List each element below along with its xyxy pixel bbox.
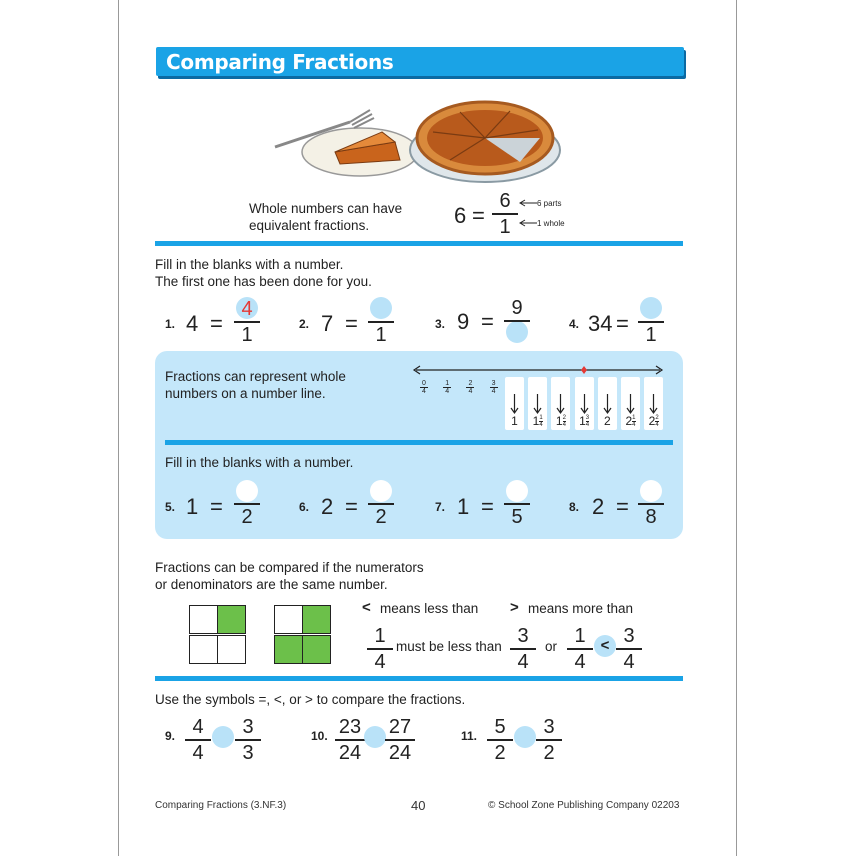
equivalence-box — [644, 377, 663, 430]
tick-denominator: 4 — [468, 388, 473, 395]
greater-than-symbol: > — [510, 599, 519, 616]
down-arrow-icon — [551, 393, 570, 415]
problem-label: 3. — [435, 317, 446, 331]
denominator: 1 — [645, 323, 657, 346]
numerator: 23 — [338, 716, 362, 738]
numerator: 1 — [574, 625, 586, 647]
divider — [165, 440, 673, 445]
numerator — [638, 298, 664, 320]
problem-whole: 2 — [592, 494, 605, 519]
problem-fraction — [504, 297, 530, 345]
equivalence-box — [551, 377, 570, 430]
denominator: 1 — [375, 323, 387, 346]
fraction-bar — [492, 213, 518, 215]
box-value — [528, 414, 547, 428]
footer-left: Comparing Fractions (3.NF.3) — [155, 800, 287, 811]
numerator: 6 — [499, 190, 511, 212]
problem-label: 2. — [299, 317, 310, 331]
denominator: 24 — [388, 741, 412, 764]
box-fraction: $\frac{3}{4}$ — [585, 415, 590, 429]
down-arrow-icon — [644, 393, 663, 415]
denominator: 4 — [192, 741, 204, 764]
down-arrow-icon — [621, 393, 640, 415]
section1-instruction-1: Fill in the blanks with a number. — [155, 257, 344, 272]
box-value — [644, 414, 663, 428]
denominator: 4 — [623, 650, 635, 673]
numerator: 3 — [242, 716, 254, 738]
compare-bubble[interactable] — [514, 726, 536, 748]
denominator: 5 — [511, 505, 523, 528]
example-fraction — [616, 625, 642, 673]
numerator: 9 — [511, 297, 523, 319]
right-fraction — [235, 716, 261, 764]
tick-label — [488, 380, 500, 395]
left-fraction — [185, 716, 211, 764]
numerator: 3 — [543, 716, 555, 738]
numerator: 1 — [374, 625, 386, 647]
intro-fraction — [492, 190, 518, 238]
greater-than-text: means more than — [528, 601, 634, 616]
tick-numerator: 1 — [445, 380, 450, 387]
numerator: 5 — [494, 716, 506, 738]
equivalence-box — [575, 377, 594, 430]
example-fraction — [567, 625, 593, 673]
down-arrow-icon — [598, 393, 617, 415]
numerator — [368, 298, 394, 320]
compare-bubble[interactable] — [212, 726, 234, 748]
problem-fraction — [368, 480, 394, 528]
right-fraction — [385, 716, 415, 764]
box-value — [598, 414, 617, 428]
problem-label: 10. — [311, 729, 328, 743]
divider — [155, 676, 683, 681]
denominator: 2 — [543, 741, 555, 764]
arrow-icons — [517, 198, 537, 228]
problem-label: 7. — [435, 500, 446, 514]
box-value — [575, 414, 594, 428]
pie-illustration — [270, 92, 570, 187]
tick-numerator: 0 — [422, 380, 426, 387]
denominator: 4 — [517, 650, 529, 673]
example-or: or — [545, 639, 558, 654]
denominator: 2 — [494, 741, 506, 764]
tick-denominator: 4 — [491, 388, 496, 395]
less-than-text: means less than — [380, 601, 479, 616]
tick-label — [441, 380, 453, 395]
box-fraction: $\frac{2}{4}$ — [655, 415, 659, 429]
equivalence-box — [505, 377, 524, 430]
left-fraction — [487, 716, 513, 764]
box-whole: 1 — [532, 414, 540, 428]
box-value — [505, 414, 524, 428]
tick-numerator: 2 — [468, 380, 473, 387]
problem-fraction — [638, 298, 664, 346]
page-number: 40 — [411, 798, 426, 813]
denominator — [504, 323, 530, 345]
problem-label: 11. — [461, 729, 478, 743]
numerator: 27 — [388, 716, 412, 738]
page-title: Comparing Fractions — [166, 50, 394, 74]
problem-label: 8. — [569, 500, 580, 514]
intro-whole: 6 — [454, 203, 467, 228]
footer-right: © School Zone Publishing Company 02203 — [488, 800, 680, 811]
problem-fraction — [504, 480, 530, 528]
problem-label: 1. — [165, 317, 176, 331]
numberline-text-1: Fractions can represent whole — [165, 369, 346, 384]
problem-fraction — [638, 480, 664, 528]
box-value — [551, 414, 570, 428]
problem-label: 5. — [165, 500, 176, 514]
box-whole: 2 — [625, 414, 633, 428]
tick-label — [418, 380, 430, 395]
problem-whole: 7 — [321, 311, 334, 336]
down-arrow-icon — [505, 393, 524, 415]
example-fraction — [367, 625, 393, 673]
problem-label: 4. — [569, 317, 580, 331]
intro-line-1: Whole numbers can have — [249, 201, 403, 216]
left-fraction — [335, 716, 365, 764]
arrow-label-parts: 6 parts — [537, 199, 562, 208]
tick-numerator: 3 — [491, 380, 496, 387]
section1-instruction-2: The first one has been done for you. — [155, 274, 372, 289]
section2-instruction: Fill in the blanks with a number. — [165, 455, 354, 470]
down-arrow-icon — [575, 393, 594, 415]
box-fraction: $\frac{1}{4}$ — [632, 415, 636, 429]
numerator: 3 — [517, 625, 529, 647]
problem-fraction — [234, 480, 260, 528]
tick-label — [464, 380, 476, 395]
problem-whole: 1 — [457, 494, 470, 519]
box-fraction: $\frac{2}{4}$ — [562, 415, 566, 429]
example-middle-text: must be less than — [396, 639, 502, 654]
denominator: 4 — [574, 650, 586, 673]
box-whole: 2 — [603, 414, 611, 428]
problem-label: 9. — [165, 729, 176, 743]
problem-whole: 2 — [321, 494, 334, 519]
numerator: 4 — [192, 716, 204, 738]
problem-fraction — [234, 298, 260, 346]
tick-denominator: 4 — [445, 388, 450, 395]
box-whole: 1 — [511, 414, 518, 428]
equivalence-box — [598, 377, 617, 430]
problem-fraction — [368, 298, 394, 346]
denominator: 8 — [645, 505, 657, 528]
problem-whole: 34 — [588, 311, 613, 336]
section3-instruction: Use the symbols =, <, or > to compare the fractions. — [155, 692, 466, 707]
denominator: 3 — [242, 741, 254, 764]
divider — [155, 241, 683, 246]
intro-equals: = — [472, 203, 485, 228]
denominator: 1 — [499, 215, 511, 238]
numerator: 3 — [623, 625, 635, 647]
title-bar — [156, 47, 684, 76]
box-whole: 1 — [579, 414, 586, 428]
numberline-text-2: numbers on a number line. — [165, 386, 326, 401]
number-line — [412, 364, 664, 376]
compare-text-2: or denominators are the same number. — [155, 577, 388, 592]
box-whole: 1 — [555, 414, 563, 428]
problem-whole: 9 — [457, 309, 470, 334]
box-fraction: $\frac{1}{4}$ — [539, 415, 543, 429]
denominator: 24 — [338, 741, 362, 764]
problem-label: 6. — [299, 500, 310, 514]
compare-text-1: Fractions can be compared if the numerators — [155, 560, 424, 575]
numerator: 4 — [241, 298, 253, 320]
equivalence-box — [528, 377, 547, 430]
problem-whole: 4 — [186, 311, 199, 336]
intro-line-2: equivalent fractions. — [249, 218, 370, 233]
down-arrow-icon — [528, 393, 547, 415]
tick-denominator: 4 — [422, 388, 426, 395]
equivalence-box — [621, 377, 640, 430]
denominator: 2 — [241, 505, 253, 528]
problem-whole: 1 — [186, 494, 199, 519]
box-value — [621, 414, 640, 428]
denominator: 2 — [375, 505, 387, 528]
right-fraction — [536, 716, 562, 764]
denominator: 1 — [241, 323, 253, 346]
arrow-label-whole: 1 whole — [537, 219, 565, 228]
box-whole: 2 — [648, 414, 656, 428]
denominator: 4 — [374, 650, 386, 673]
less-than-symbol: < — [362, 599, 371, 616]
example-symbol: < — [594, 635, 616, 657]
compare-bubble[interactable] — [364, 726, 386, 748]
example-fraction — [510, 625, 536, 673]
